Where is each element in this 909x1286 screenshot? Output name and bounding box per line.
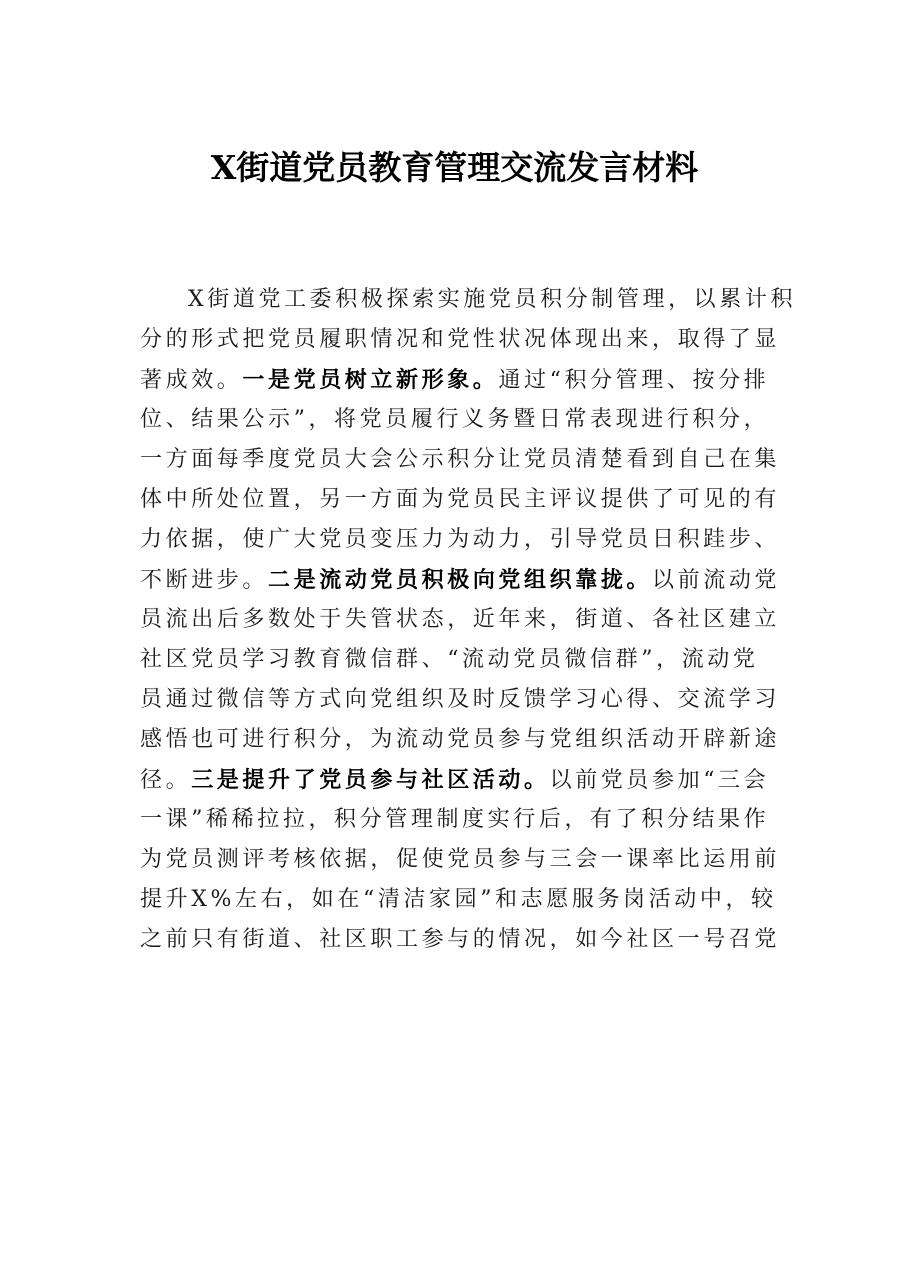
body-line bbox=[140, 720, 781, 760]
body-text: 提升X%左右，如在“清洁家园”和志愿服务岗活动中，较 bbox=[140, 887, 777, 912]
body-line bbox=[140, 640, 772, 680]
body-text: 一方面每季度党员大会公示积分让党员清楚看到自己在集 bbox=[140, 447, 781, 472]
body-line bbox=[140, 320, 781, 360]
body-text: 径。 bbox=[140, 768, 192, 793]
body-text: X街道党工委积极探索实施党员积分制管理，以累计积 bbox=[188, 287, 797, 312]
body-line bbox=[140, 560, 781, 600]
body-text: 员通过微信等方式向党组织及时反馈学习心得、交流学习 bbox=[140, 687, 781, 712]
body-text: 一课”稀稀拉拉，积分管理制度实行后，有了积分结果作 bbox=[140, 807, 770, 832]
bold-heading-text: 三是提升了党员参与社区活动。 bbox=[191, 767, 550, 793]
body-text: 以前党员参加“三会 bbox=[549, 768, 770, 793]
body-text: 不断进步。 bbox=[140, 568, 269, 593]
body-line bbox=[140, 680, 781, 720]
body-line bbox=[140, 440, 781, 480]
body-line bbox=[140, 920, 781, 960]
body-line bbox=[140, 880, 777, 920]
body-line bbox=[140, 600, 781, 640]
body-line bbox=[140, 760, 772, 800]
body-text: 之前只有街道、社区职工参与的情况，如今社区一号召党 bbox=[140, 927, 781, 952]
body-text: 体中所处位置，另一方面为党员民主评议提供了可见的有 bbox=[140, 487, 781, 512]
body-line bbox=[140, 400, 772, 440]
body-line bbox=[140, 360, 772, 400]
document-title: X街道党员教育管理交流发言材料 bbox=[210, 148, 699, 187]
body-line bbox=[140, 520, 781, 560]
bold-heading-text: 一是党员树立新形象。 bbox=[242, 367, 499, 393]
body-text: 通过“积分管理、按分排 bbox=[498, 368, 770, 393]
body-text: 以前流动党 bbox=[652, 568, 781, 593]
body-line bbox=[140, 480, 781, 520]
document-body bbox=[140, 280, 797, 960]
body-line bbox=[140, 840, 781, 880]
body-text: 社区党员学习教育微信群、“流动党员微信群”，流动党 bbox=[140, 647, 759, 672]
body-text: 为党员测评考核依据，促使党员参与三会一课率比运用前 bbox=[140, 847, 781, 872]
bold-heading-text: 二是流动党员积极向党组织靠拢。 bbox=[268, 567, 653, 593]
body-line bbox=[140, 280, 797, 320]
body-text: 感悟也可进行积分，为流动党员参与党组织活动开辟新途 bbox=[140, 727, 781, 752]
body-line bbox=[140, 800, 772, 840]
body-text: 力依据，使广大党员变压力为动力，引导党员日积跬步、 bbox=[140, 527, 781, 552]
body-text: 位、结果公示”，将党员履行义务暨日常表现进行积分， bbox=[140, 407, 770, 432]
body-text: 员流出后多数处于失管状态，近年来，街道、各社区建立 bbox=[140, 607, 781, 632]
body-text: 分的形式把党员履职情况和党性状况体现出来，取得了显 bbox=[140, 327, 781, 352]
body-text: 著成效。 bbox=[140, 368, 243, 393]
